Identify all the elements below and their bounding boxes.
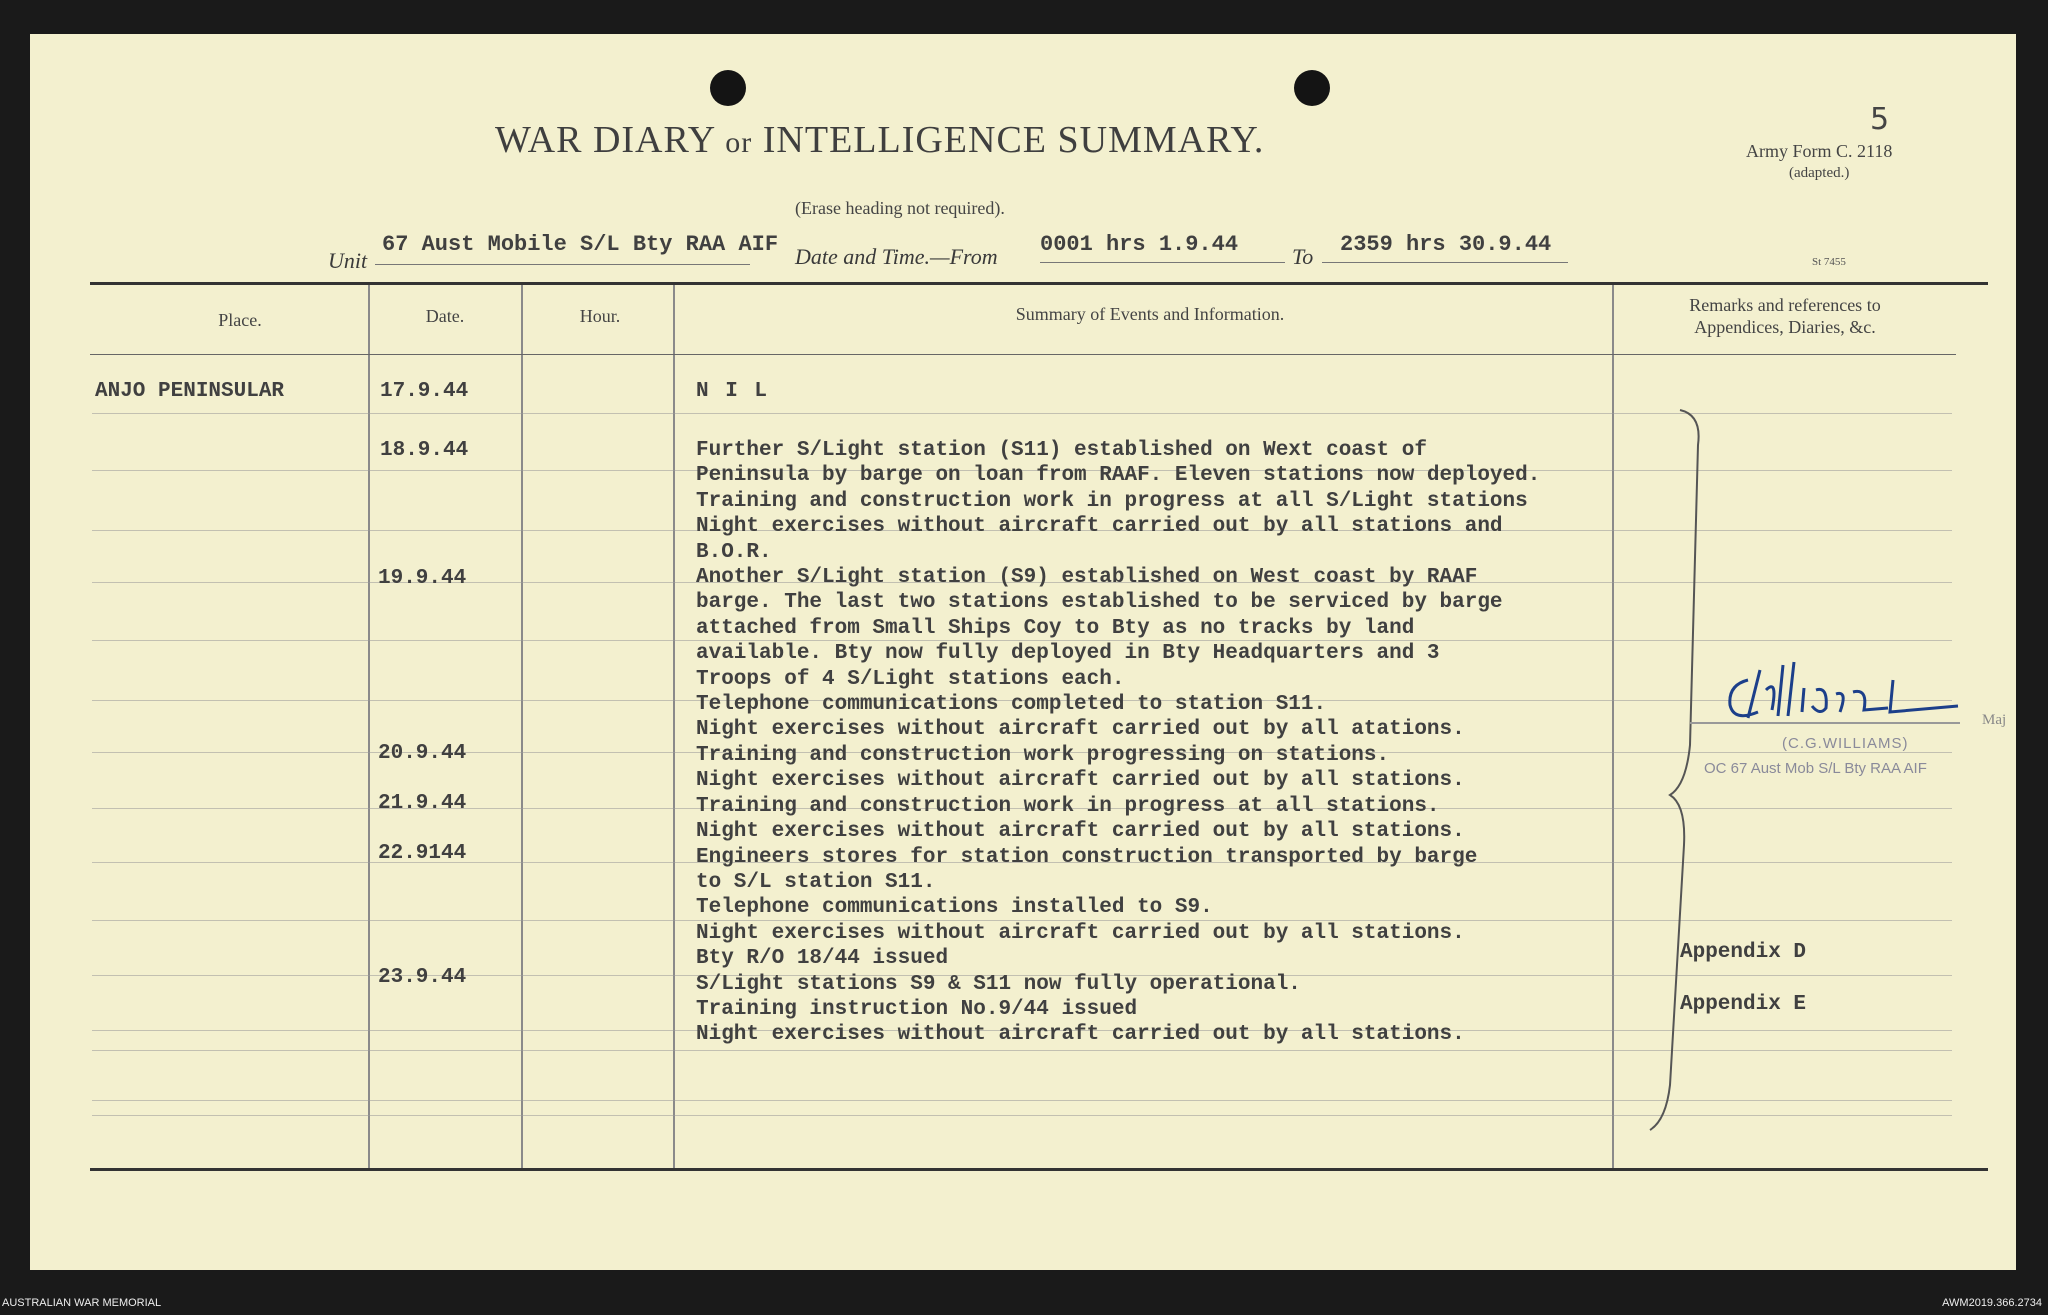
column-divider [521, 285, 523, 1168]
place-entry: ANJO PENINSULAR [95, 380, 285, 403]
column-divider [673, 285, 675, 1168]
pencil-page-mark: 5 [1870, 102, 1890, 137]
column-header-date: Date. [425, 306, 465, 326]
form-code: St 7455 [1812, 256, 1846, 268]
unit-underline [375, 264, 750, 265]
unit-value: 67 Aust Mobile S/L Bty RAA AIF [382, 232, 779, 257]
date-entry: 19.9.44 [378, 567, 467, 590]
summary-line: Telephone communications completed to station S11. [696, 693, 1327, 717]
appendix-e-reference: Appendix E [1680, 993, 1807, 1016]
header-row-border [90, 354, 1956, 355]
summary-line: S/Light stations S9 & S11 now fully operational. [696, 972, 1301, 996]
signature [1708, 650, 1968, 730]
summary-line: Training and construction work progressing on stations. [696, 743, 1390, 767]
summary-line: Further S/Light station (S11) established on Wext coast of [696, 439, 1427, 462]
date-entry: 17.9.44 [380, 380, 469, 403]
stamp-name: (C.G.WILLIAMS) [1782, 735, 1909, 752]
appendix-d-reference: Appendix D [1680, 941, 1807, 964]
date-entry: 23.9.44 [378, 966, 467, 989]
to-underline [1322, 262, 1568, 263]
summary-line: B.O.R. [696, 540, 772, 564]
summary-line: Training and construction work in progress at all stations. [696, 794, 1440, 818]
page-subtitle: (Erase heading not required). [795, 198, 1005, 218]
date-entry: 18.9.44 [380, 439, 469, 462]
summary-line: Night exercises without aircraft carried out by all stations. [696, 820, 1465, 844]
grouping-brace [1640, 405, 1700, 1135]
summary-line: barge. The last two stations established to be serviced by barge [696, 591, 1503, 615]
from-underline [1040, 262, 1285, 263]
page-title: WAR DIARY or INTELLIGENCE SUMMARY. [495, 119, 1265, 161]
date-time-label: Date and Time.—From [795, 244, 998, 269]
summary-line: Troops of 4 S/Light stations each. [696, 667, 1125, 691]
punch-hole [1294, 70, 1330, 106]
punch-hole [710, 70, 746, 106]
column-divider [1612, 285, 1614, 1168]
army-form-reference: Army Form C. 2118 (adapted.) [1746, 141, 1893, 181]
summary-text-block [696, 438, 1540, 1048]
column-header-remarks: Remarks and references to Appendices, Diaries, &c. [1689, 295, 1881, 337]
date-entry: 20.9.44 [378, 742, 467, 765]
column-header-place: Place. [218, 310, 262, 330]
table-top-border [90, 282, 1988, 285]
summary-line: Engineers stores for station construction transported by barge [696, 845, 1478, 869]
summary-line: Night exercises without aircraft carried out by all stations and [696, 515, 1503, 539]
column-header-hour: Hour. [579, 306, 621, 326]
summary-line: Telephone communications installed to S9. [696, 896, 1213, 920]
summary-line: Night exercises without aircraft carried out by all atations. [696, 718, 1465, 742]
summary-line: Night exercises without aircraft carried out by all stations. [696, 921, 1465, 945]
to-label: To [1292, 244, 1314, 269]
column-divider [368, 285, 370, 1168]
summary-line: Night exercises without aircraft carried out by all stations. [696, 1023, 1465, 1047]
summary-line: Training instruction No.9/44 issued [696, 997, 1138, 1021]
summary-line: to S/L station S11. [696, 870, 936, 894]
table-bottom-border [90, 1168, 1988, 1171]
column-header-summary: Summary of Events and Information. [1015, 304, 1285, 324]
from-value: 0001 hrs 1.9.44 [1040, 232, 1239, 257]
footer-credit: AUSTRALIAN WAR MEMORIAL [2, 1297, 162, 1309]
footer-accession-number: AWM2019.366.2734 [1942, 1297, 2042, 1309]
summary-line: Training and construction work in progress at all S/Light stations [696, 489, 1528, 513]
stamp-title: OC 67 Aust Mob S/L Bty RAA AIF [1704, 760, 1927, 777]
nil-entry: N I L [696, 380, 770, 403]
summary-line: Night exercises without aircraft carried out by all stations. [696, 769, 1465, 793]
date-entry: 21.9.44 [378, 792, 467, 815]
unit-label: Unit [328, 248, 368, 273]
to-value: 2359 hrs 30.9.44 [1340, 232, 1552, 257]
summary-line: Another S/Light station (S9) established on West coast by RAAF [696, 566, 1478, 590]
signature-line [1690, 722, 1960, 724]
summary-line: Bty R/O 18/44 issued [696, 947, 949, 971]
summary-line: available. Bty now fully deployed in Bty Headquarters and 3 [696, 642, 1440, 666]
summary-line: Peninsula by barge on loan from RAAF. Eleven stations now deployed. [696, 464, 1541, 488]
signature-rank: Maj [1982, 712, 2007, 728]
summary-line: attached from Small Ships Coy to Bty as no tracks by land [696, 616, 1415, 640]
date-entry: 22.9144 [378, 842, 467, 865]
